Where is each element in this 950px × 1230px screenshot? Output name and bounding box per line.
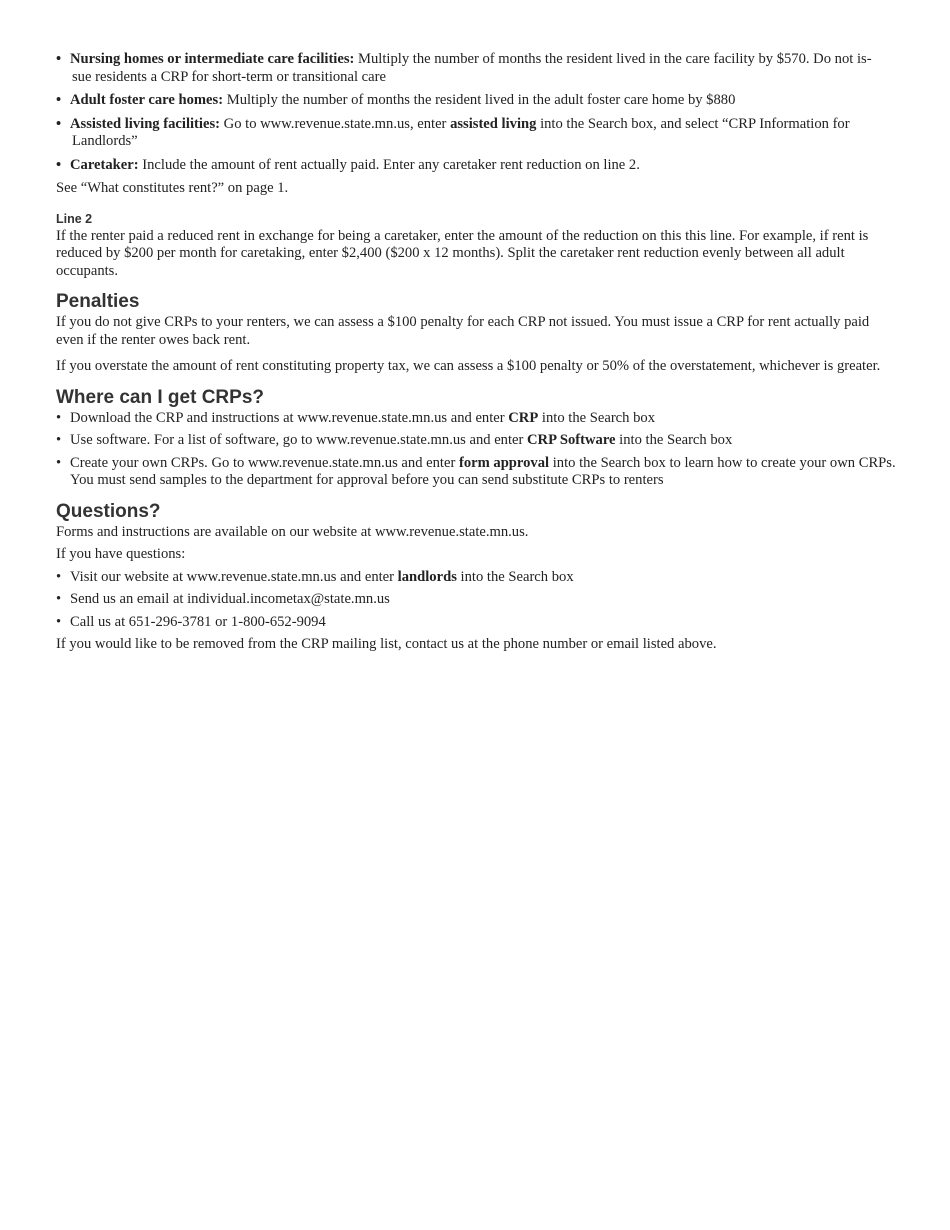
questions-list (56, 569, 896, 632)
list-item (56, 157, 896, 175)
item-keyword: landlords (397, 568, 457, 585)
line2-body: If the renter paid a reduced rent in exchange for being a caretaker, enter the amount of the reduction on this this line. For example, if rent is reduced by $200 per month for caretaking, enter $2,400 ($200 x 12 months). Split the caretaker rent reduction evenly between all adult occupants. (56, 227, 869, 279)
bullet-icon: • (56, 613, 62, 630)
item-text: into the Search box (615, 432, 733, 448)
item-text-continued: sue residents a CRP for short-term or transitional care (72, 68, 386, 85)
item-text: into the Search box, and select “CRP Information for (536, 115, 850, 132)
questions-paragraph-1: Forms and instructions are available on our website at www.revenue.state.mn.us. (56, 523, 529, 540)
list-item (56, 591, 896, 609)
bullet-icon: • (56, 92, 62, 108)
item-keyword: CRP (508, 409, 539, 426)
item-keyword: assisted living (450, 115, 537, 132)
item-text: Multiply the number of months the resident lived in the adult foster care home by $880 (223, 92, 736, 108)
item-label: Assisted living facilities: (70, 115, 220, 132)
line2-heading: Line 2 (56, 211, 93, 226)
where-heading: Where can I get CRPs? (56, 386, 264, 408)
questions-paragraph-2: If you have questions: (56, 546, 186, 562)
list-item (56, 432, 896, 450)
item-text: Include the amount of rent actually paid. Enter any caretaker rent reduction on line 2. (138, 156, 640, 173)
item-text: Visit our website at www.revenue.state.mn.us and enter (70, 568, 398, 585)
list-item (56, 116, 896, 151)
list-item (56, 614, 896, 632)
mailing-list-note: If you would like to be removed from the CRP mailing list, contact us at the phone number or email listed above. (56, 636, 717, 652)
bullet-icon: • (56, 432, 62, 448)
bullet-icon: • (56, 454, 62, 471)
list-item (56, 569, 896, 587)
item-text: Create your own CRPs. Go to www.revenue.state.mn.us and enter (70, 454, 459, 471)
list-item (56, 410, 896, 428)
item-keyword: CRP Software (527, 432, 616, 448)
item-keyword: form approval (458, 454, 550, 471)
where-list (56, 410, 896, 490)
bullet-icon: • (56, 156, 62, 173)
bullet-icon: • (56, 409, 62, 426)
bullet-icon: • (56, 51, 62, 67)
page-content (56, 51, 896, 659)
item-text: into the Search box (538, 409, 655, 426)
penalties-paragraph-1: If you do not give CRPs to your renters, we can assess a $100 penalty for each CRP not issued. You must issue a CRP for rent actually paid even if the renter owes back rent. (56, 314, 870, 348)
item-text: Download the CRP and instructions at www.revenue.state.mn.us and enter (70, 409, 509, 426)
bullet-icon: • (56, 591, 62, 607)
item-label: Nursing homes or intermediate care facilities: (70, 51, 355, 67)
item-text: into the Search box to learn how to create your own CRPs. You must send samples to the department for approval before you can send substitute CRPs to renters (70, 454, 896, 488)
list-item (56, 92, 896, 110)
questions-heading: Questions? (56, 500, 161, 522)
item-text: Use software. For a list of software, go to www.revenue.state.mn.us and enter (70, 432, 528, 448)
item-text-continued: Landlords” (72, 133, 138, 149)
item-label: Adult foster care homes: (70, 92, 224, 108)
list-item (56, 455, 896, 490)
penalties-heading: Penalties (56, 291, 140, 312)
item-text: Call us at 651-296-3781 or 1-800-652-9094 (70, 613, 326, 630)
penalties-paragraph-2: If you overstate the amount of rent constituting property tax, we can assess a $100 penalty or 50% of the overstatement, whichever is greater. (56, 358, 881, 374)
care-facility-list (56, 51, 896, 174)
item-label: Caretaker: (70, 156, 139, 173)
bullet-icon: • (56, 568, 62, 585)
see-rent-note: See “What constitutes rent?” on page 1. (56, 180, 289, 196)
item-text: Send us an email at individual.incometax@state.mn.us (70, 591, 390, 607)
list-item (56, 51, 896, 86)
item-text: Multiply the number of months the resident lived in the care facility by $570. Do not is- (354, 51, 872, 67)
item-text: Go to www.revenue.state.mn.us, enter (220, 115, 451, 132)
bullet-icon: • (56, 115, 62, 132)
item-text: into the Search box (456, 568, 574, 585)
